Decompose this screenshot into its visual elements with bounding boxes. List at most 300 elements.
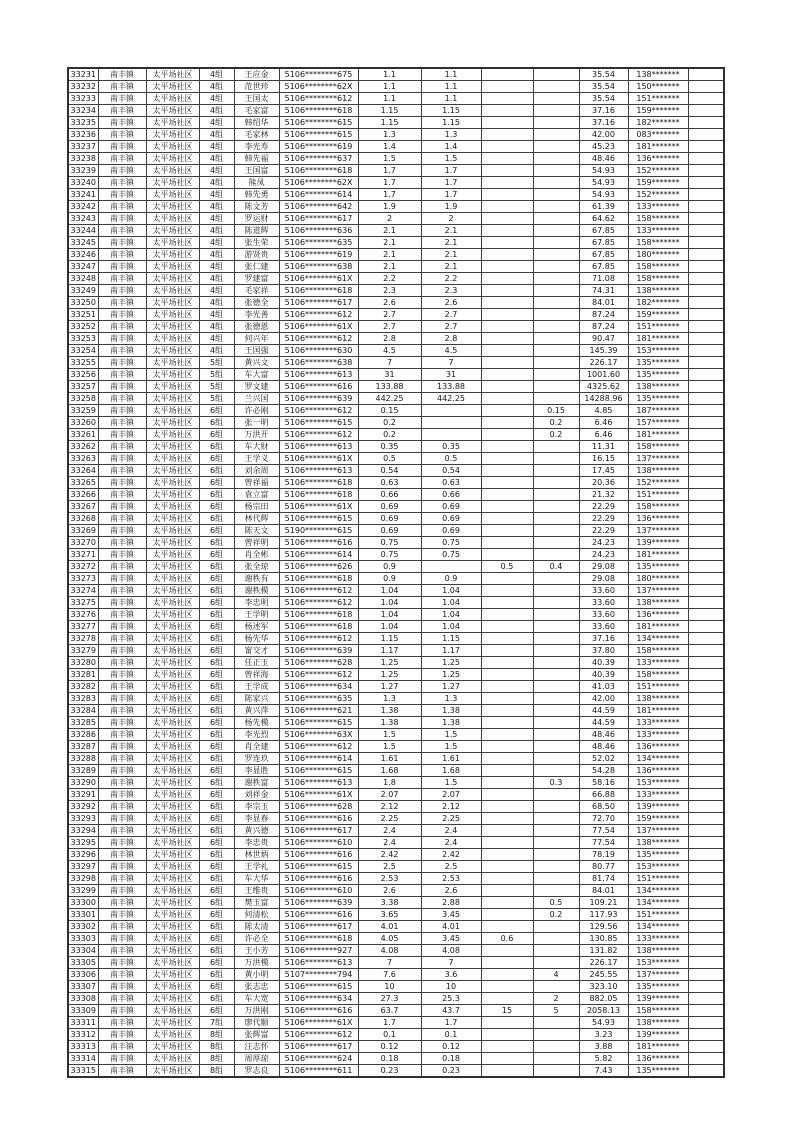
- table-cell: 4组: [199, 141, 234, 153]
- table-cell: 33283: [68, 693, 98, 705]
- table-cell: 37.16: [579, 117, 628, 129]
- table-cell: [533, 225, 579, 237]
- table-cell: [481, 717, 533, 729]
- table-cell: 李光烈: [234, 729, 279, 741]
- table-cell: 2.8: [358, 333, 421, 345]
- table-cell: 33275: [68, 597, 98, 609]
- table-cell: [688, 417, 724, 429]
- table-cell: [481, 633, 533, 645]
- table-cell: 太平场社区: [146, 129, 199, 141]
- table-cell: 6组: [199, 621, 234, 633]
- table-cell: 33261: [68, 429, 98, 441]
- table-cell: 南丰镇: [98, 153, 146, 165]
- table-row: [68, 573, 724, 585]
- table-cell: 太平场社区: [146, 93, 199, 105]
- table-cell: [688, 405, 724, 417]
- table-cell: [481, 369, 533, 381]
- table-cell: 136*******: [628, 765, 688, 777]
- table-cell: [533, 741, 579, 753]
- table-cell: 南丰镇: [98, 369, 146, 381]
- table-cell: 29.08: [579, 573, 628, 585]
- table-cell: [481, 1029, 533, 1041]
- table-cell: 5106********617: [279, 1041, 358, 1053]
- table-cell: 南丰镇: [98, 873, 146, 885]
- table-cell: 南丰镇: [98, 693, 146, 705]
- table-cell: 5106********628: [279, 801, 358, 813]
- table-cell: 6组: [199, 717, 234, 729]
- table-cell: 0.3: [533, 777, 579, 789]
- table-cell: [481, 141, 533, 153]
- table-cell: 64.62: [579, 213, 628, 225]
- table-cell: 南丰镇: [98, 429, 146, 441]
- table-cell: 太平场社区: [146, 825, 199, 837]
- table-cell: [688, 849, 724, 861]
- table-row: [68, 141, 724, 153]
- table-cell: [688, 369, 724, 381]
- table-cell: 2.7: [421, 321, 481, 333]
- table-cell: 车大华: [234, 873, 279, 885]
- table-cell: [688, 1005, 724, 1017]
- table-cell: 33305: [68, 957, 98, 969]
- table-cell: 133*******: [628, 657, 688, 669]
- table-cell: 158*******: [628, 213, 688, 225]
- table-cell: 182*******: [628, 117, 688, 129]
- table-cell: 84.01: [579, 297, 628, 309]
- table-cell: 陈太清: [234, 921, 279, 933]
- table-cell: 0.18: [358, 1053, 421, 1065]
- table-cell: 152*******: [628, 477, 688, 489]
- table-cell: [688, 705, 724, 717]
- table-cell: 2.6: [358, 297, 421, 309]
- table-cell: 4组: [199, 165, 234, 177]
- table-cell: 5106********62X: [279, 177, 358, 189]
- table-cell: 5106********612: [279, 333, 358, 345]
- table-cell: 6组: [199, 429, 234, 441]
- table-cell: [481, 741, 533, 753]
- table-cell: 南丰镇: [98, 201, 146, 213]
- table-cell: 136*******: [628, 1053, 688, 1065]
- table-cell: [688, 789, 724, 801]
- table-row: [68, 405, 724, 417]
- table-cell: 5106********612: [279, 1029, 358, 1041]
- table-cell: 南丰镇: [98, 897, 146, 909]
- table-cell: [481, 669, 533, 681]
- table-cell: 4.5: [358, 345, 421, 357]
- table-cell: 1.7: [358, 165, 421, 177]
- table-cell: 153*******: [628, 957, 688, 969]
- table-cell: 21.32: [579, 489, 628, 501]
- table-cell: 许必刚: [234, 405, 279, 417]
- table-cell: 1.15: [358, 633, 421, 645]
- table-cell: [481, 129, 533, 141]
- table-cell: 5106********639: [279, 897, 358, 909]
- table-cell: 187*******: [628, 405, 688, 417]
- table-cell: 181*******: [628, 333, 688, 345]
- table-cell: 1.7: [358, 177, 421, 189]
- table-cell: [533, 957, 579, 969]
- table-cell: [481, 1017, 533, 1029]
- table-cell: 1.1: [421, 81, 481, 93]
- table-cell: [481, 117, 533, 129]
- table-cell: 5106********612: [279, 93, 358, 105]
- table-cell: [688, 561, 724, 573]
- table-cell: 33236: [68, 129, 98, 141]
- table-row: [68, 117, 724, 129]
- table-cell: 7: [358, 957, 421, 969]
- table-cell: 78.19: [579, 849, 628, 861]
- table-cell: 刘祥金: [234, 789, 279, 801]
- table-cell: 南丰镇: [98, 609, 146, 621]
- table-cell: 南丰镇: [98, 393, 146, 405]
- table-cell: [481, 801, 533, 813]
- table-cell: 6.46: [579, 417, 628, 429]
- table-cell: 31: [421, 369, 481, 381]
- table-cell: 7: [421, 957, 481, 969]
- table-cell: 4组: [199, 117, 234, 129]
- table-cell: 4组: [199, 153, 234, 165]
- table-cell: 159*******: [628, 105, 688, 117]
- table-cell: 3.6: [421, 969, 481, 981]
- table-cell: 1.38: [421, 717, 481, 729]
- table-cell: [533, 1029, 579, 1041]
- table-cell: 太平场社区: [146, 249, 199, 261]
- table-cell: 40.39: [579, 657, 628, 669]
- table-row: [68, 1017, 724, 1029]
- table-cell: 1.3: [358, 129, 421, 141]
- table-row: [68, 825, 724, 837]
- table-cell: 0.5: [481, 561, 533, 573]
- table-cell: 117.93: [579, 909, 628, 921]
- table-cell: 245.55: [579, 969, 628, 981]
- table-row: [68, 81, 724, 93]
- table-cell: 48.46: [579, 153, 628, 165]
- table-cell: 王维贵: [234, 885, 279, 897]
- table-cell: [688, 105, 724, 117]
- table-cell: [688, 189, 724, 201]
- table-cell: 2.25: [421, 813, 481, 825]
- table-cell: 33235: [68, 117, 98, 129]
- table-cell: [533, 285, 579, 297]
- table-cell: 张德全: [234, 297, 279, 309]
- table-cell: 1.04: [358, 621, 421, 633]
- table-cell: 车大富: [234, 369, 279, 381]
- table-cell: [533, 369, 579, 381]
- table-cell: [481, 765, 533, 777]
- table-cell: 李忠贵: [234, 837, 279, 849]
- table-row: [68, 369, 724, 381]
- table-cell: 0.12: [358, 1041, 421, 1053]
- table-cell: 太平场社区: [146, 465, 199, 477]
- table-cell: [688, 549, 724, 561]
- table-row: [68, 465, 724, 477]
- table-cell: 南丰镇: [98, 645, 146, 657]
- table-cell: [533, 141, 579, 153]
- table-cell: 6组: [199, 849, 234, 861]
- table-cell: 138*******: [628, 945, 688, 957]
- table-cell: 153*******: [628, 345, 688, 357]
- table-cell: 5106********616: [279, 873, 358, 885]
- table-cell: [481, 909, 533, 921]
- table-cell: 33295: [68, 837, 98, 849]
- table-cell: 7: [421, 357, 481, 369]
- table-cell: 6组: [199, 825, 234, 837]
- table-cell: 5106********62X: [279, 81, 358, 93]
- table-cell: 152*******: [628, 189, 688, 201]
- table-cell: 5106********610: [279, 837, 358, 849]
- table-cell: [688, 885, 724, 897]
- table-cell: [481, 969, 533, 981]
- table-cell: 太平场社区: [146, 681, 199, 693]
- table-cell: 44.59: [579, 717, 628, 729]
- table-cell: 15: [481, 1005, 533, 1017]
- table-cell: [688, 669, 724, 681]
- table-cell: 5106********612: [279, 585, 358, 597]
- table-cell: [688, 117, 724, 129]
- table-row: [68, 909, 724, 921]
- table-cell: 南丰镇: [98, 141, 146, 153]
- table-cell: [481, 993, 533, 1005]
- table-cell: [481, 1053, 533, 1065]
- table-cell: [533, 549, 579, 561]
- table-cell: 1.4: [358, 141, 421, 153]
- table-cell: 181*******: [628, 429, 688, 441]
- table-cell: 136*******: [628, 153, 688, 165]
- table-cell: 33300: [68, 897, 98, 909]
- table-cell: 180*******: [628, 573, 688, 585]
- table-cell: 南丰镇: [98, 621, 146, 633]
- table-row: [68, 789, 724, 801]
- table-cell: 南丰镇: [98, 1017, 146, 1029]
- table-cell: 0.5: [421, 453, 481, 465]
- table-cell: 5106********927: [279, 945, 358, 957]
- table-cell: 4.08: [421, 945, 481, 957]
- table-cell: [533, 789, 579, 801]
- table-cell: 2.1: [421, 237, 481, 249]
- table-cell: 4组: [199, 333, 234, 345]
- table-cell: 5106********618: [279, 489, 358, 501]
- table-cell: 罗志良: [234, 1065, 279, 1078]
- table-cell: 33254: [68, 345, 98, 357]
- table-cell: 4.85: [579, 405, 628, 417]
- table-cell: 181*******: [628, 549, 688, 561]
- table-cell: 5106********612: [279, 309, 358, 321]
- table-row: [68, 621, 724, 633]
- table-cell: 77.54: [579, 837, 628, 849]
- table-cell: 太平场社区: [146, 657, 199, 669]
- table-cell: 109.21: [579, 897, 628, 909]
- table-cell: 2.2: [358, 273, 421, 285]
- table-cell: 0.5: [533, 897, 579, 909]
- table-cell: 33286: [68, 729, 98, 741]
- table-cell: 南丰镇: [98, 453, 146, 465]
- table-cell: 太平场社区: [146, 621, 199, 633]
- table-cell: 万洪模: [234, 957, 279, 969]
- table-cell: 33255: [68, 357, 98, 369]
- table-cell: [688, 981, 724, 993]
- table-cell: [688, 585, 724, 597]
- table-cell: 33274: [68, 585, 98, 597]
- table-cell: 南丰镇: [98, 93, 146, 105]
- table-cell: [688, 393, 724, 405]
- table-cell: 2.1: [358, 225, 421, 237]
- table-row: [68, 489, 724, 501]
- table-row: [68, 213, 724, 225]
- table-cell: 范世珍: [234, 81, 279, 93]
- table-cell: 33281: [68, 669, 98, 681]
- table-cell: [688, 177, 724, 189]
- table-cell: 王学明: [234, 609, 279, 621]
- table-cell: 44.59: [579, 705, 628, 717]
- table-cell: [481, 357, 533, 369]
- table-cell: 33285: [68, 717, 98, 729]
- table-cell: 6组: [199, 585, 234, 597]
- table-cell: [481, 873, 533, 885]
- table-cell: 太平场社区: [146, 225, 199, 237]
- table-cell: [688, 129, 724, 141]
- table-cell: 5.82: [579, 1053, 628, 1065]
- table-cell: [481, 501, 533, 513]
- table-cell: [481, 345, 533, 357]
- table-cell: 太平场社区: [146, 213, 199, 225]
- table-cell: 南丰镇: [98, 1029, 146, 1041]
- table-cell: 159*******: [628, 177, 688, 189]
- table-cell: 0.15: [533, 405, 579, 417]
- table-cell: 151*******: [628, 93, 688, 105]
- table-row: [68, 861, 724, 873]
- table-cell: [533, 261, 579, 273]
- table-cell: 1.5: [421, 153, 481, 165]
- table-cell: [688, 273, 724, 285]
- table-cell: 林世炳: [234, 849, 279, 861]
- table-cell: 158*******: [628, 669, 688, 681]
- table-row: [68, 993, 724, 1005]
- table-cell: 太平场社区: [146, 693, 199, 705]
- table-cell: 42.00: [579, 129, 628, 141]
- table-cell: [688, 81, 724, 93]
- table-cell: 太平场社区: [146, 849, 199, 861]
- table-row: [68, 177, 724, 189]
- table-cell: 李显胜: [234, 765, 279, 777]
- table-cell: 6组: [199, 501, 234, 513]
- table-cell: 1.15: [358, 117, 421, 129]
- table-cell: 33239: [68, 165, 98, 177]
- table-cell: [688, 537, 724, 549]
- table-cell: 2.2: [421, 273, 481, 285]
- table-cell: 5106********610: [279, 885, 358, 897]
- table-cell: 33262: [68, 441, 98, 453]
- table-cell: 1.25: [358, 657, 421, 669]
- table-cell: 5106********61X: [279, 1017, 358, 1029]
- table-cell: 158*******: [628, 273, 688, 285]
- table-cell: 汪志怀: [234, 1041, 279, 1053]
- table-cell: 5106********612: [279, 741, 358, 753]
- table-cell: 2.6: [421, 885, 481, 897]
- table-cell: 陈家兴: [234, 693, 279, 705]
- table-cell: 4组: [199, 177, 234, 189]
- table-cell: [533, 849, 579, 861]
- table-cell: 1.9: [421, 201, 481, 213]
- table-cell: [481, 513, 533, 525]
- table-cell: 33251: [68, 309, 98, 321]
- table-cell: 谢秩富: [234, 777, 279, 789]
- table-cell: 54.93: [579, 189, 628, 201]
- table-cell: 太平场社区: [146, 765, 199, 777]
- table-cell: 58.16: [579, 777, 628, 789]
- table-cell: [688, 921, 724, 933]
- table-row: [68, 981, 724, 993]
- table-cell: 5106********637: [279, 153, 358, 165]
- table-cell: [533, 681, 579, 693]
- table-cell: 1.5: [421, 729, 481, 741]
- table-cell: 南丰镇: [98, 741, 146, 753]
- table-cell: 33287: [68, 741, 98, 753]
- table-cell: [688, 645, 724, 657]
- table-cell: 134*******: [628, 885, 688, 897]
- table-cell: 太平场社区: [146, 393, 199, 405]
- table-cell: 张全琼: [234, 561, 279, 573]
- table-cell: 133*******: [628, 717, 688, 729]
- table-row: [68, 297, 724, 309]
- table-cell: [533, 693, 579, 705]
- table-cell: 南丰镇: [98, 501, 146, 513]
- table-cell: 139*******: [628, 537, 688, 549]
- table-cell: [533, 657, 579, 669]
- table-cell: 太平场社区: [146, 609, 199, 621]
- table-cell: 太平场社区: [146, 153, 199, 165]
- table-cell: 6组: [199, 813, 234, 825]
- table-cell: 33301: [68, 909, 98, 921]
- table-cell: [533, 105, 579, 117]
- table-cell: 太平场社区: [146, 597, 199, 609]
- table-cell: [688, 465, 724, 477]
- table-cell: 33246: [68, 249, 98, 261]
- table-cell: 35.54: [579, 93, 628, 105]
- table-cell: 张志忠: [234, 981, 279, 993]
- table-row: [68, 165, 724, 177]
- table-cell: 太平场社区: [146, 105, 199, 117]
- table-cell: 南丰镇: [98, 585, 146, 597]
- table-cell: 太平场社区: [146, 669, 199, 681]
- table-cell: 6组: [199, 945, 234, 957]
- table-cell: 1.04: [421, 597, 481, 609]
- table-cell: 151*******: [628, 873, 688, 885]
- table-cell: 0.2: [358, 429, 421, 441]
- table-cell: [688, 573, 724, 585]
- table-cell: 7: [358, 357, 421, 369]
- table-cell: 2.1: [421, 261, 481, 273]
- table-row: [68, 597, 724, 609]
- table-cell: 7组: [199, 1017, 234, 1029]
- table-cell: 67.85: [579, 249, 628, 261]
- table-cell: 5106********635: [279, 237, 358, 249]
- table-cell: 2.1: [358, 237, 421, 249]
- table-cell: 南丰镇: [98, 345, 146, 357]
- table-cell: 黄兴德: [234, 825, 279, 837]
- table-cell: 135*******: [628, 849, 688, 861]
- table-cell: 54.93: [579, 165, 628, 177]
- table-cell: 6组: [199, 933, 234, 945]
- table-cell: [421, 429, 481, 441]
- table-cell: 11.31: [579, 441, 628, 453]
- table-cell: [481, 1065, 533, 1078]
- table-cell: 6组: [199, 1005, 234, 1017]
- table-row: [68, 513, 724, 525]
- table-cell: 6组: [199, 489, 234, 501]
- table-cell: 151*******: [628, 489, 688, 501]
- table-cell: 南丰镇: [98, 297, 146, 309]
- table-cell: 南丰镇: [98, 273, 146, 285]
- table-cell: 5106********615: [279, 981, 358, 993]
